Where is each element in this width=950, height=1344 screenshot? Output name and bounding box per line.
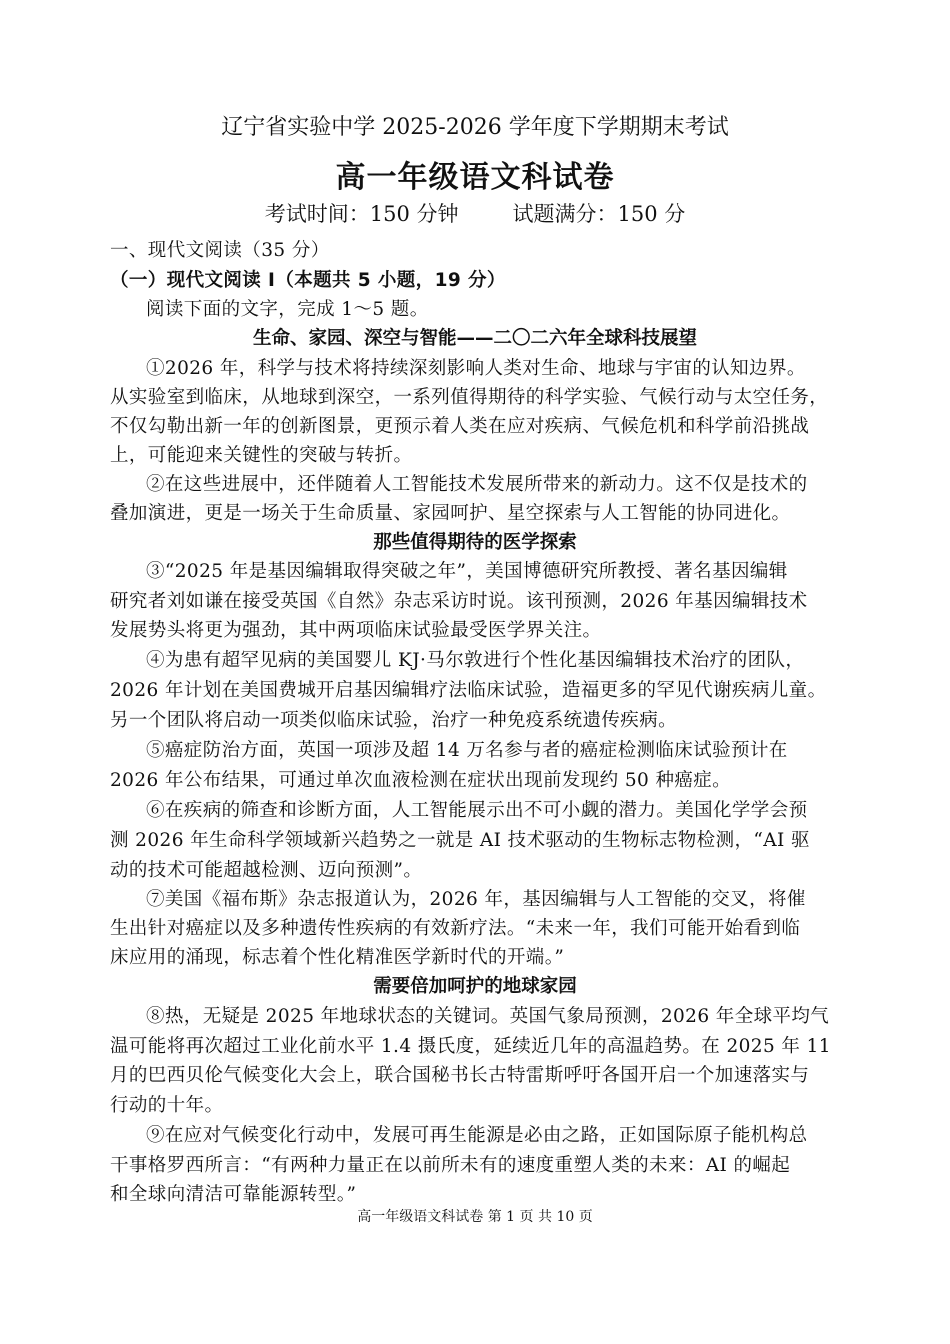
paper-title: 高一年级语文科试卷 bbox=[335, 160, 615, 195]
article-line: 干事格罗西所言：“有两种力量正在以前所未有的速度重塑人类的未来：AI 的崛起 bbox=[110, 1155, 791, 1176]
article-subheading: 需要倍加呵护的地球家园 bbox=[373, 976, 577, 997]
article-line: ④为患有超罕见病的美国婴儿 KJ·马尔敦进行个性化基因编辑技术治疗的团队， bbox=[146, 650, 805, 671]
article-line: 动的技术可能超越检测、迈向预测”。 bbox=[110, 860, 423, 881]
article-line: ①2026 年，科学与技术将持续深刻影响人类对生命、地球与宇宙的认知边界。 bbox=[146, 358, 806, 379]
article-line: 测 2026 年生命科学领域新兴趋势之一就是 AI 技术驱动的生物标志物检测，“AI 驱 bbox=[110, 830, 810, 851]
subpart-title: （一）现代文阅读 I（本题共 5 小题，19 分） bbox=[110, 270, 506, 291]
article-line: 发展势头将更为强劲，其中两项临床试验最受医学界关注。 bbox=[110, 620, 602, 641]
article-line: ⑧热，无疑是 2025 年地球状态的关键词。英国气象局预测，2026 年全球平均气 bbox=[146, 1006, 830, 1027]
article-line: 温可能将再次超过工业化前水平 1.4 摄氏度，延续近几年的高温趋势。在 2025 年 11 bbox=[110, 1036, 831, 1057]
part-title: 一、现代文阅读（35 分） bbox=[110, 240, 330, 261]
article-line: 另一个团队将启动一项类似临床试验，治疗一种免疫系统遗传疾病。 bbox=[110, 710, 678, 731]
article-line: ⑨在应对气候变化行动中，发展可再生能源是必由之路，正如国际原子能机构总 bbox=[146, 1125, 808, 1146]
article-line: ⑤癌症防治方面，英国一项涉及超 14 万名参与者的癌症检测临床试验预计在 bbox=[146, 740, 788, 761]
article-line: 生出针对癌症以及多种遗传性疾病的有效新疗法。“未来一年，我们可能开始看到临 bbox=[110, 918, 801, 939]
article-line: ⑥在疾病的筛查和诊断方面，人工智能展示出不可小觑的潜力。美国化学学会预 bbox=[146, 800, 808, 821]
article-line: 行动的十年。 bbox=[110, 1095, 224, 1116]
article-line: 2026 年计划在美国费城开启基因编辑疗法临床试验，造福更多的罕见代谢疾病儿童。 bbox=[110, 680, 827, 701]
exam-info bbox=[0, 198, 950, 228]
article-line: 月的巴西贝伦气候变化大会上，联合国秘书长古特雷斯呼吁各国开启一个加速落实与 bbox=[110, 1065, 810, 1086]
article-line: 从实验室到临床，从地球到深空，一系列值得期待的科学实验、气候行动与太空任务， bbox=[110, 387, 829, 408]
article-line: ③“2025 年是基因编辑取得突破之年”，美国博德研究所教授、著名基因编辑 bbox=[146, 561, 788, 582]
article-line: 床应用的涌现，标志着个性化精准医学新时代的开端。” bbox=[110, 947, 565, 968]
article-subheading: 那些值得期待的医学探索 bbox=[373, 532, 577, 553]
article-title: 生命、家园、深空与智能——二〇二六年全球科技展望 bbox=[252, 328, 697, 349]
article-line: ②在这些进展中，还伴随着人工智能技术发展所带来的新动力。这不仅是技术的 bbox=[146, 474, 808, 495]
page-footer: 高一年级语文科试卷 第 1 页 共 10 页 bbox=[357, 1209, 593, 1225]
school-exam-line: 辽宁省实验中学 2025-2026 学年度下学期期末考试 bbox=[221, 115, 729, 140]
article-line: 2026 年公布结果，可通过单次血液检测在症状出现前发现约 50 种癌症。 bbox=[110, 770, 732, 791]
article-line: 和全球向清洁可靠能源转型。” bbox=[110, 1184, 357, 1205]
exam-time: 考试时间：150 分钟 bbox=[264, 202, 459, 226]
article-line: 上，可能迎来关键性的突破与转折。 bbox=[110, 445, 413, 466]
article-line: 研究者刘如谦在接受英国《自然》杂志采访时说。该刊预测，2026 年基因编辑技术 bbox=[110, 591, 808, 612]
full-score: 试题满分：150 分 bbox=[512, 202, 686, 226]
instruction: 阅读下面的文字，完成 1～5 题。 bbox=[146, 299, 429, 320]
article-line: 不仅勾勒出新一年的创新图景，更预示着人类在应对疾病、气候危机和科学前沿挑战 bbox=[110, 416, 810, 437]
article-line: ⑦美国《福布斯》杂志报道认为，2026 年，基因编辑与人工智能的交叉，将催 bbox=[146, 889, 806, 910]
article-line: 叠加演进，更是一场关于生命质量、家园呵护、星空探索与人工智能的协同进化。 bbox=[110, 503, 791, 524]
